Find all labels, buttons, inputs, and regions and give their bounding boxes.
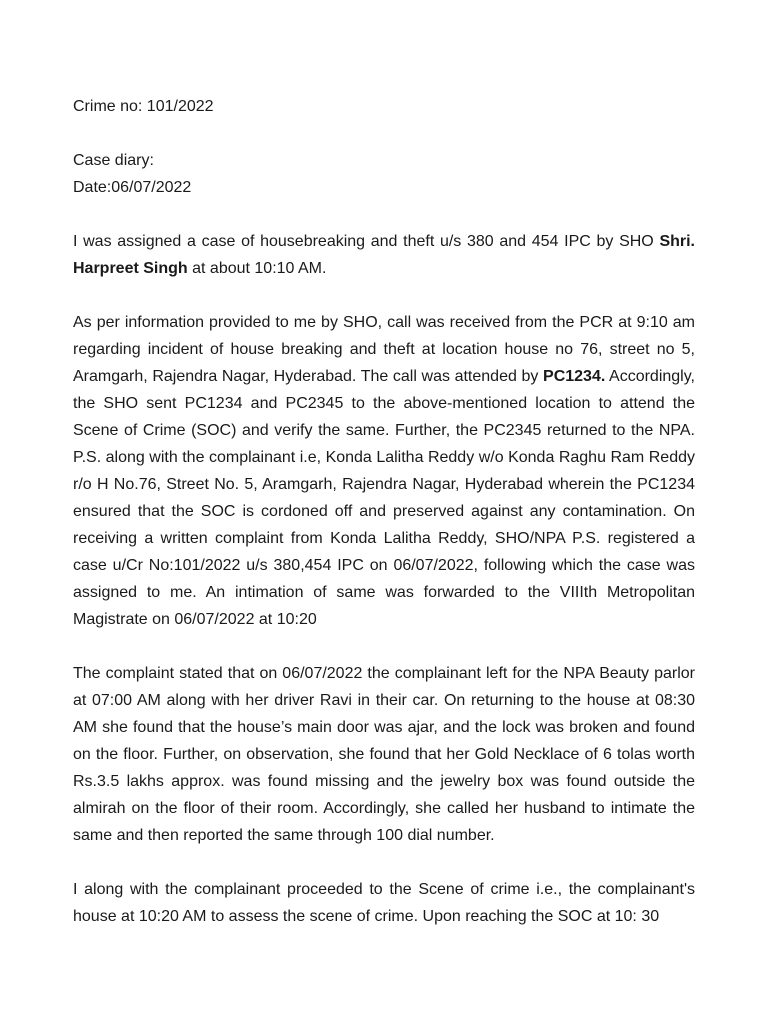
spacer <box>73 633 695 660</box>
spacer <box>73 201 695 228</box>
case-date: Date:06/07/2022 <box>73 179 192 196</box>
case-diary-heading: Case diary: <box>73 152 154 169</box>
paragraph-assignment-text-1: I was assigned a case of housebreaking and theft u/s 380 and 454 IPC by SHO <box>73 233 660 250</box>
sho-name: Shri. Harpreet Singh <box>73 233 695 277</box>
crime-number: Crime no: 101/2022 <box>73 98 214 115</box>
paragraph-information <box>73 309 695 633</box>
spacer <box>73 282 695 309</box>
document-page <box>73 93 695 930</box>
constable-id: PC1234. <box>543 368 606 385</box>
spacer <box>73 120 695 147</box>
paragraph-information-text-1: As per information provided to me by SHO, call was received from the PCR at 9:10 am regarding incident of house breaking and theft at location house no 76, street no 5, Aramgarh, Rajendra Nagar, Hyderabad. The call was attended by <box>73 314 695 385</box>
paragraph-scene-visit: I along with the complainant proceeded to the Scene of crime i.e., the complainant's house at 10:20 AM to assess the scene of crime. Upon reaching the SOC at 10: 30 <box>73 881 695 925</box>
paragraph-assignment <box>73 228 695 282</box>
spacer <box>73 849 695 876</box>
paragraph-information-text-2: Accordingly, the SHO sent PC1234 and PC2345 to the above-mentioned location to attend the Scene of Crime (SOC) and verify the same. Further, the PC2345 returned to the NPA. P.S. along with the complainant i.e, Konda Lalitha Reddy w/o Konda Raghu Ram Reddy r/o H No.76, Street No. 5, Aramgarh, Rajendra Nagar, Hyderabad wherein the PC1234 ensured that the SOC is cordoned off and preserved against any contamination. On receiving a written complaint from Konda Lalitha Reddy, SHO/NPA P.S. registered a case u/Cr No:101/2022 u/s 380,454 IPC on 06/07/2022, following which the case was assigned to me. An intimation of same was forwarded to the VIIIth Metropolitan Magistrate on 06/07/2022 at 10:20 <box>73 368 695 628</box>
paragraph-assignment-text-2: at about 10:10 AM. <box>187 260 327 277</box>
paragraph-complaint: The complaint stated that on 06/07/2022 the complainant left for the NPA Beauty parlor at 07:00 AM along with her driver Ravi in their car. On returning to the house at 08:30 AM she found that the house’s main door was ajar, and the lock was broken and found on the floor. Further, on observation, she found that her Gold Necklace of 6 tolas worth Rs.3.5 lakhs approx. was found missing and the jewelry box was found outside the almirah on the floor of their room. Accordingly, she called her husband to intimate the same and then reported the same through 100 dial number. <box>73 665 695 844</box>
